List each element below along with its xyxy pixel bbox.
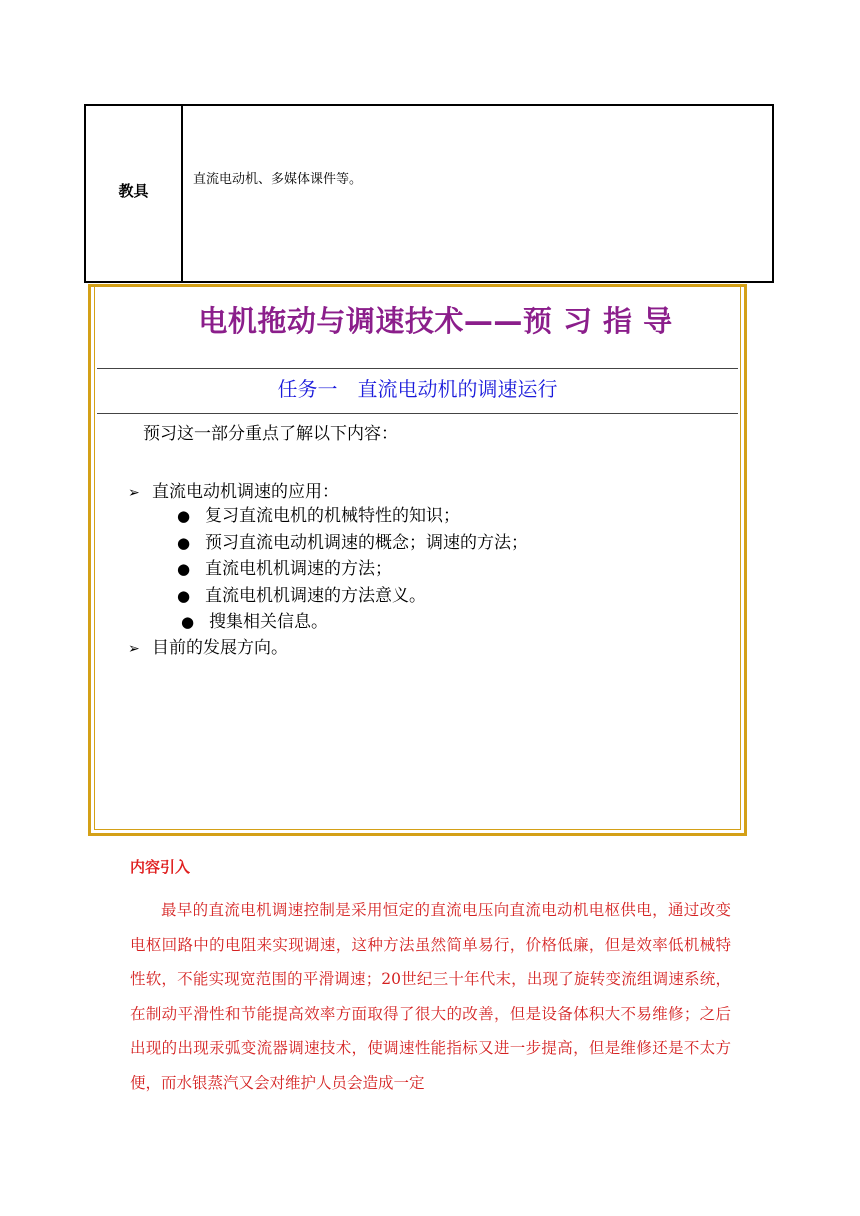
list-item-level2 bbox=[177, 581, 426, 606]
list-item-level2 bbox=[177, 501, 460, 526]
dot-bullet-icon: ● bbox=[177, 560, 191, 578]
equipment-label-cell bbox=[86, 106, 183, 281]
equipment-value: 直流电动机、多媒体课件等。 bbox=[193, 172, 363, 187]
equipment-label: 教具 bbox=[118, 182, 149, 200]
dot-bullet-icon: ● bbox=[177, 507, 191, 525]
dot-bullet-icon: ● bbox=[177, 587, 191, 605]
list-item-level2 bbox=[181, 607, 328, 632]
task-title: 任务一 直流电动机的调速运行 bbox=[277, 377, 558, 401]
preview-intro: 预习这一部分重点了解以下内容： bbox=[143, 424, 398, 444]
preview-guide-frame bbox=[88, 284, 747, 836]
arrow-bullet-icon: ➢ bbox=[128, 485, 140, 501]
divider-bottom bbox=[97, 413, 738, 414]
list-item-level2 bbox=[177, 528, 528, 553]
dot-bullet-icon: ● bbox=[181, 613, 195, 631]
content-intro-heading: 内容引入 bbox=[130, 858, 191, 876]
preview-guide-title: 电机拖动与调速技术——预 习 指 导 bbox=[198, 304, 673, 338]
list-item-level2 bbox=[177, 554, 392, 579]
list-item-text: 直流电动机调速的应用： bbox=[152, 482, 339, 502]
list-item-level1 bbox=[128, 633, 288, 658]
dot-bullet-icon: ● bbox=[177, 534, 191, 552]
arrow-bullet-icon: ➢ bbox=[128, 641, 140, 657]
divider-top bbox=[97, 368, 738, 369]
list-item-text: 预习直流电动机调速的概念；调速的方法； bbox=[205, 533, 528, 553]
content-intro-paragraph: 最早的直流电机调速控制是采用恒定的直流电压向直流电动机电枢供电，通过改变电枢回路中的电阻来实现调速，这种方法虽然简单易行，价格低廉，但是效率低机械特性软，不能实现宽范围的平滑调速；20世纪三十年代末，出现了旋转变流组调速系统，在制动平滑性和节能提高效率方面取得了很大的改善，但是设备体积大不易维修；之后出现的出现汞弧变流器调速技术，使调速性能指标又进一步提高，但是维修还是不太方便，而水银蒸汽又会对维护人员会造成一定 bbox=[130, 901, 731, 1092]
list-item-text: 直流电机机调速的方法； bbox=[205, 559, 392, 579]
list-item-text: 直流电机机调速的方法意义。 bbox=[205, 586, 426, 606]
list-item-text: 搜集相关信息。 bbox=[209, 612, 328, 632]
list-item-level1 bbox=[128, 477, 339, 502]
list-item-text: 目前的发展方向。 bbox=[152, 638, 288, 658]
list-item-text: 复习直流电机的机械特性的知识； bbox=[205, 506, 460, 526]
equipment-table bbox=[84, 104, 774, 283]
